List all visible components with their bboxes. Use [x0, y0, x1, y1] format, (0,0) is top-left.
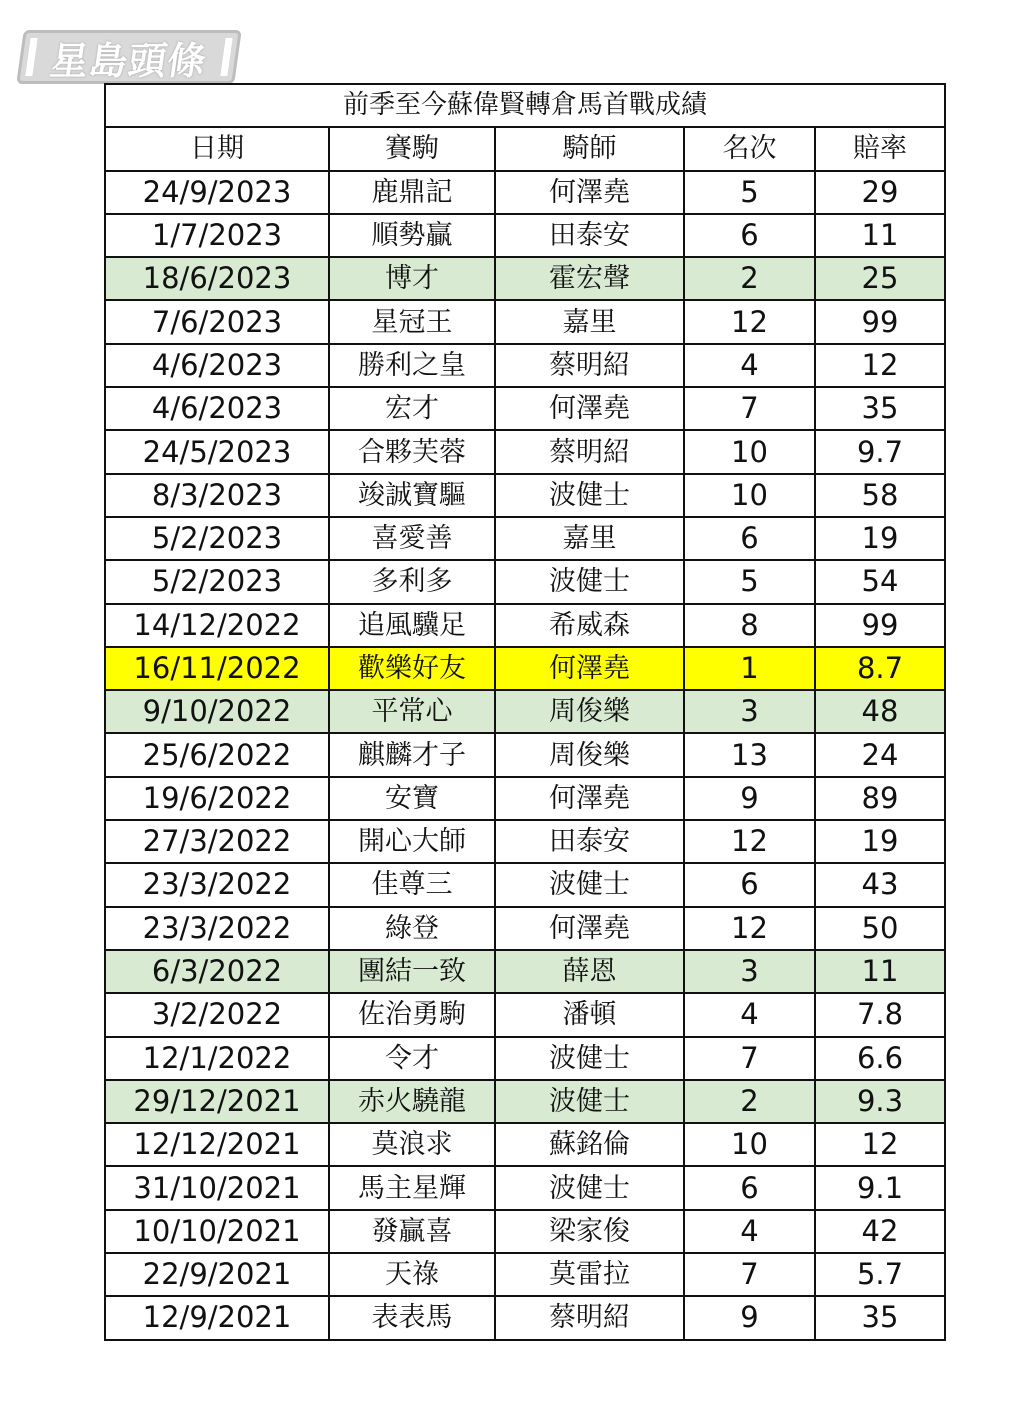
- place-cell: 5: [684, 560, 815, 603]
- place-cell: 7: [684, 1037, 815, 1080]
- odds-cell: 11: [815, 950, 945, 993]
- jockey-cell: 何澤堯: [495, 171, 684, 214]
- table-row: [105, 1037, 945, 1080]
- table-title-row: [105, 84, 945, 127]
- jockey-cell: 何澤堯: [495, 907, 684, 950]
- table-row: [105, 171, 945, 214]
- horse-cell: 赤火驍龍: [329, 1080, 495, 1123]
- jockey-cell: 霍宏聲: [495, 257, 684, 300]
- horse-cell: 順勢贏: [329, 214, 495, 257]
- horse-cell: 星冠王: [329, 300, 495, 343]
- date-cell: 4/6/2023: [105, 344, 329, 387]
- horse-cell: 追風驥足: [329, 604, 495, 647]
- table-header-row: [105, 127, 945, 170]
- odds-cell: 99: [815, 300, 945, 343]
- date-cell: 5/2/2023: [105, 517, 329, 560]
- horse-cell: 天祿: [329, 1253, 495, 1296]
- header-date: 日期: [105, 127, 329, 170]
- jockey-cell: 波健士: [495, 863, 684, 906]
- table-row: [105, 474, 945, 517]
- jockey-cell: 薛恩: [495, 950, 684, 993]
- place-cell: 6: [684, 863, 815, 906]
- odds-cell: 5.7: [815, 1253, 945, 1296]
- date-cell: 27/3/2022: [105, 820, 329, 863]
- table-row: [105, 1166, 945, 1209]
- horse-cell: 平常心: [329, 690, 495, 733]
- place-cell: 12: [684, 300, 815, 343]
- jockey-cell: 嘉里: [495, 517, 684, 560]
- horse-cell: 多利多: [329, 560, 495, 603]
- odds-cell: 12: [815, 1123, 945, 1166]
- date-cell: 23/3/2022: [105, 907, 329, 950]
- odds-cell: 9.7: [815, 430, 945, 473]
- jockey-cell: 波健士: [495, 1080, 684, 1123]
- date-cell: 18/6/2023: [105, 257, 329, 300]
- table-row: [105, 1296, 945, 1339]
- jockey-cell: 何澤堯: [495, 647, 684, 690]
- place-cell: 8: [684, 604, 815, 647]
- date-cell: 3/2/2022: [105, 993, 329, 1036]
- table-row: [105, 950, 945, 993]
- table-row: [105, 214, 945, 257]
- jockey-cell: 波健士: [495, 474, 684, 517]
- date-cell: 9/10/2022: [105, 690, 329, 733]
- odds-cell: 54: [815, 560, 945, 603]
- horse-cell: 馬主星輝: [329, 1166, 495, 1209]
- date-cell: 29/12/2021: [105, 1080, 329, 1123]
- date-cell: 23/3/2022: [105, 863, 329, 906]
- date-cell: 8/3/2023: [105, 474, 329, 517]
- date-cell: 1/7/2023: [105, 214, 329, 257]
- jockey-cell: 波健士: [495, 1166, 684, 1209]
- logo-bar-left: [25, 38, 37, 76]
- odds-cell: 11: [815, 214, 945, 257]
- logo-text: 星島頭條: [47, 38, 210, 83]
- date-cell: 22/9/2021: [105, 1253, 329, 1296]
- date-cell: 12/9/2021: [105, 1296, 329, 1339]
- jockey-cell: 蔡明紹: [495, 344, 684, 387]
- jockey-cell: 蔡明紹: [495, 430, 684, 473]
- place-cell: 2: [684, 257, 815, 300]
- place-cell: 12: [684, 907, 815, 950]
- odds-cell: 19: [815, 517, 945, 560]
- date-cell: 6/3/2022: [105, 950, 329, 993]
- table-row: [105, 777, 945, 820]
- jockey-cell: 嘉里: [495, 300, 684, 343]
- jockey-cell: 蘇銘倫: [495, 1123, 684, 1166]
- header-horse: 賽駒: [329, 127, 495, 170]
- logo-bar-right: [220, 38, 232, 76]
- place-cell: 6: [684, 1166, 815, 1209]
- table-title: 前季至今蘇偉賢轉倉馬首戰成績: [105, 84, 945, 127]
- jockey-cell: 潘頓: [495, 993, 684, 1036]
- place-cell: 6: [684, 517, 815, 560]
- table-row: [105, 647, 945, 690]
- horse-cell: 佳尊三: [329, 863, 495, 906]
- horse-cell: 團結一致: [329, 950, 495, 993]
- jockey-cell: 周俊樂: [495, 690, 684, 733]
- date-cell: 25/6/2022: [105, 733, 329, 776]
- place-cell: 9: [684, 1296, 815, 1339]
- race-results-table: [104, 83, 946, 1341]
- horse-cell: 綠登: [329, 907, 495, 950]
- horse-cell: 歡樂好友: [329, 647, 495, 690]
- horse-cell: 勝利之皇: [329, 344, 495, 387]
- horse-cell: 喜愛善: [329, 517, 495, 560]
- table-body: [105, 171, 945, 1340]
- header-place: 名次: [684, 127, 815, 170]
- place-cell: 2: [684, 1080, 815, 1123]
- table-row: [105, 733, 945, 776]
- odds-cell: 89: [815, 777, 945, 820]
- table-row: [105, 344, 945, 387]
- horse-cell: 佐治勇駒: [329, 993, 495, 1036]
- jockey-cell: 波健士: [495, 1037, 684, 1080]
- odds-cell: 29: [815, 171, 945, 214]
- date-cell: 4/6/2023: [105, 387, 329, 430]
- date-cell: 10/10/2021: [105, 1210, 329, 1253]
- horse-cell: 安寶: [329, 777, 495, 820]
- odds-cell: 48: [815, 690, 945, 733]
- place-cell: 4: [684, 344, 815, 387]
- table-row: [105, 820, 945, 863]
- jockey-cell: 何澤堯: [495, 387, 684, 430]
- place-cell: 10: [684, 1123, 815, 1166]
- table-row: [105, 1253, 945, 1296]
- odds-cell: 43: [815, 863, 945, 906]
- horse-cell: 開心大師: [329, 820, 495, 863]
- jockey-cell: 田泰安: [495, 214, 684, 257]
- odds-cell: 6.6: [815, 1037, 945, 1080]
- date-cell: 16/11/2022: [105, 647, 329, 690]
- table-row: [105, 300, 945, 343]
- table-row: [105, 907, 945, 950]
- table-row: [105, 604, 945, 647]
- place-cell: 3: [684, 950, 815, 993]
- place-cell: 7: [684, 387, 815, 430]
- odds-cell: 35: [815, 387, 945, 430]
- horse-cell: 麒麟才子: [329, 733, 495, 776]
- horse-cell: 表表馬: [329, 1296, 495, 1339]
- place-cell: 6: [684, 214, 815, 257]
- table-row: [105, 1080, 945, 1123]
- odds-cell: 9.1: [815, 1166, 945, 1209]
- table-row: [105, 387, 945, 430]
- place-cell: 10: [684, 474, 815, 517]
- date-cell: 24/9/2023: [105, 171, 329, 214]
- horse-cell: 合夥芙蓉: [329, 430, 495, 473]
- odds-cell: 99: [815, 604, 945, 647]
- odds-cell: 9.3: [815, 1080, 945, 1123]
- place-cell: 4: [684, 993, 815, 1036]
- odds-cell: 24: [815, 733, 945, 776]
- place-cell: 3: [684, 690, 815, 733]
- table-row: [105, 430, 945, 473]
- horse-cell: 莫浪求: [329, 1123, 495, 1166]
- odds-cell: 42: [815, 1210, 945, 1253]
- place-cell: 4: [684, 1210, 815, 1253]
- place-cell: 7: [684, 1253, 815, 1296]
- place-cell: 5: [684, 171, 815, 214]
- jockey-cell: 梁家俊: [495, 1210, 684, 1253]
- place-cell: 10: [684, 430, 815, 473]
- date-cell: 19/6/2022: [105, 777, 329, 820]
- date-cell: 5/2/2023: [105, 560, 329, 603]
- jockey-cell: 莫雷拉: [495, 1253, 684, 1296]
- date-cell: 24/5/2023: [105, 430, 329, 473]
- place-cell: 1: [684, 647, 815, 690]
- date-cell: 7/6/2023: [105, 300, 329, 343]
- odds-cell: 19: [815, 820, 945, 863]
- odds-cell: 25: [815, 257, 945, 300]
- odds-cell: 35: [815, 1296, 945, 1339]
- place-cell: 13: [684, 733, 815, 776]
- brand-logo: [16, 30, 242, 84]
- table-row: [105, 1123, 945, 1166]
- header-odds: 賠率: [815, 127, 945, 170]
- jockey-cell: 蔡明紹: [495, 1296, 684, 1339]
- table-row: [105, 257, 945, 300]
- odds-cell: 58: [815, 474, 945, 517]
- date-cell: 14/12/2022: [105, 604, 329, 647]
- table-row: [105, 863, 945, 906]
- table-row: [105, 560, 945, 603]
- odds-cell: 50: [815, 907, 945, 950]
- table-row: [105, 993, 945, 1036]
- header-jockey: 騎師: [495, 127, 684, 170]
- horse-cell: 宏才: [329, 387, 495, 430]
- horse-cell: 竣誠寶驅: [329, 474, 495, 517]
- table-row: [105, 690, 945, 733]
- odds-cell: 8.7: [815, 647, 945, 690]
- place-cell: 12: [684, 820, 815, 863]
- date-cell: 12/1/2022: [105, 1037, 329, 1080]
- horse-cell: 鹿鼎記: [329, 171, 495, 214]
- jockey-cell: 希威森: [495, 604, 684, 647]
- horse-cell: 令才: [329, 1037, 495, 1080]
- jockey-cell: 波健士: [495, 560, 684, 603]
- odds-cell: 7.8: [815, 993, 945, 1036]
- table-row: [105, 1210, 945, 1253]
- horse-cell: 發贏喜: [329, 1210, 495, 1253]
- horse-cell: 博才: [329, 257, 495, 300]
- jockey-cell: 周俊樂: [495, 733, 684, 776]
- date-cell: 31/10/2021: [105, 1166, 329, 1209]
- jockey-cell: 田泰安: [495, 820, 684, 863]
- jockey-cell: 何澤堯: [495, 777, 684, 820]
- table-row: [105, 517, 945, 560]
- place-cell: 9: [684, 777, 815, 820]
- date-cell: 12/12/2021: [105, 1123, 329, 1166]
- odds-cell: 12: [815, 344, 945, 387]
